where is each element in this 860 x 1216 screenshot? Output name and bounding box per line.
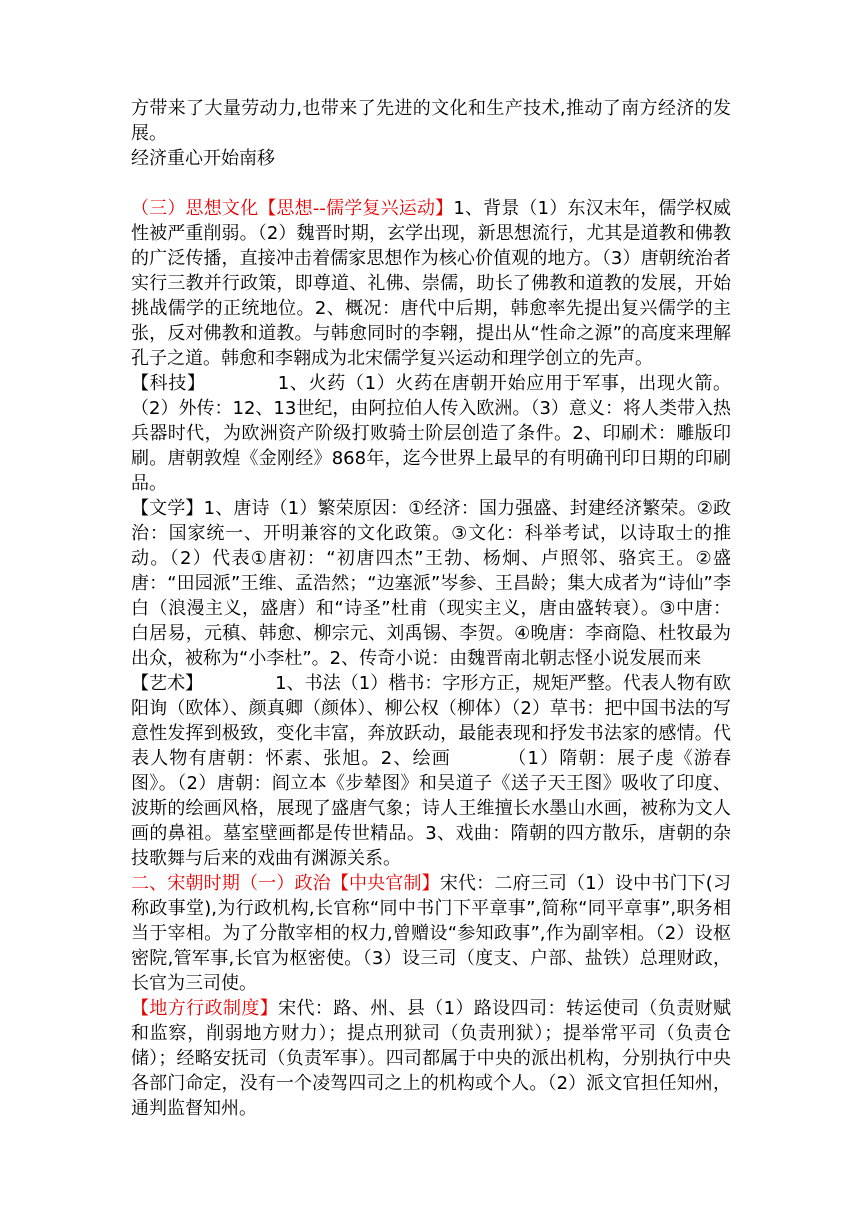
intro-line-2: 经济重心开始南移 (131, 148, 275, 169)
literature-heading: 【文学】 (131, 498, 204, 519)
local-paragraph (131, 996, 731, 1121)
art-paragraph (131, 671, 731, 871)
intro-line-1: 方带来了大量劳动力,也带来了先进的文化和生产技术,推动了南方经济的发展。 (131, 98, 731, 144)
culture-paragraph (131, 196, 731, 371)
literature-paragraph (131, 496, 731, 671)
spacer (131, 171, 731, 196)
culture-heading: （三）思想文化【思想--儒学复兴运动】 (131, 198, 454, 219)
tech-paragraph (131, 371, 731, 496)
art-heading: 【艺术】 (131, 673, 204, 694)
document-page (131, 96, 731, 1121)
local-text: 宋代：路、州、县（1）路设四司：转运使司（负责财赋和监察，削弱地方财力）；提点刑狱司（负责刑狱）；提举常平司（负责仓储）；经略安抚司（负责军事）。四司都属于中央的派出机构，分别执行中央各部门命定，没有一个凌驾四司之上的机构或个人。（2）派文官担任知州，通判监督知州。 (131, 998, 732, 1119)
literature-text: 1、唐诗（1）繁荣原因：①经济：国力强盛、封建经济繁荣。②政治：国家统一、开明兼容的文化政策。③文化：科举考试，以诗取士的推动。（2）代表①唐初：“初唐四杰”王勃、杨炯、卢照邻、骆宾王。②盛唐：“田园派”王维、孟浩然；“边塞派”岑参、王昌龄；集大成者为“诗仙”李白（浪漫主义，盛唐）和“诗圣”杜甫（现实主义，唐由盛转衰）。③中唐：白居易，元稹、韩愈、柳宗元、刘禹锡、李贺。④晚唐：李商隐、杜牧最为出众，被称为“小李杜”。2、传奇小说：由魏晋南北朝志怪小说发展而来 (131, 498, 731, 669)
song-text: 宋代：二府三司（1）设中书门下(习称政事堂),为行政机构,长官称“同中书门下平章事”,简称“同平章事”,职务相当于宰相。为了分散宰相的权力,曾赠设“参知政事”,作为副宰相。（2）设枢密院,管军事,长官为枢密使。（3）设三司（度支、户部、盐铁）总理财政，长官为三司使。 (131, 873, 731, 994)
local-heading: 【地方行政制度】 (131, 998, 279, 1019)
song-heading: 二、宋朝时期（一）政治【中央官制】 (131, 873, 440, 894)
art-text-2: （1）隋朝：展子虔《游春图》。（2）唐朝：阎立本《步辇图》和吴道子《送子天王图》吸收了印度、波斯的绘画风格，展现了盛唐气象；诗人王维擅长水墨山水画，被称为文人画的鼻祖。墓室壁画都是传世精品。3、戏曲：隋朝的四方散乐，唐朝的杂技歌舞与后来的戏曲有渊源关系。 (131, 748, 732, 869)
tech-heading: 【科技】 (131, 373, 206, 394)
song-paragraph (131, 871, 731, 996)
art-text-1: 1、书法（1）楷书：字形方正，规矩严整。代表人物有欧阳询（欧体）、颜真卿（颜体）、柳公权（柳体）（2）草书：把中国书法的写意性发挥到极致，变化丰富，奔放跃动，最能表现和抒发书法家的感情。代表人物有唐朝：怀素、张旭。2、绘画 (131, 673, 732, 769)
culture-text: 1、背景（1）东汉末年，儒学权威性被严重削弱。（2）魏晋时期，玄学出现，新思想流行，尤其是道教和佛教的广泛传播，直接冲击着儒家思想作为核心价值观的地方。（3）唐朝统治者实行三教并行政策，即尊道、礼佛、崇儒，助长了佛教和道教的发展，开始挑战儒学的正统地位。2、概况：唐代中后期，韩愈率先提出复兴儒学的主张，反对佛教和道教。与韩愈同时的李翱，提出从“性命之源”的高度来理解孔子之道。韩愈和李翱成为北宋儒学复兴运动和理学创立的先声。 (131, 198, 731, 369)
tech-text: 1、火药（1）火药在唐朝开始应用于军事，出现火箭。（2）外传：12、13世纪，由阿拉伯人传入欧洲。（3）意义：将人类带入热兵器时代，为欧洲资产阶级打败骑士阶层创造了条件。2、印刷术：雕版印刷。唐朝敦煌《金刚经》868年，迄今世界上最早的有明确刊印日期的印刷品。 (131, 373, 732, 494)
